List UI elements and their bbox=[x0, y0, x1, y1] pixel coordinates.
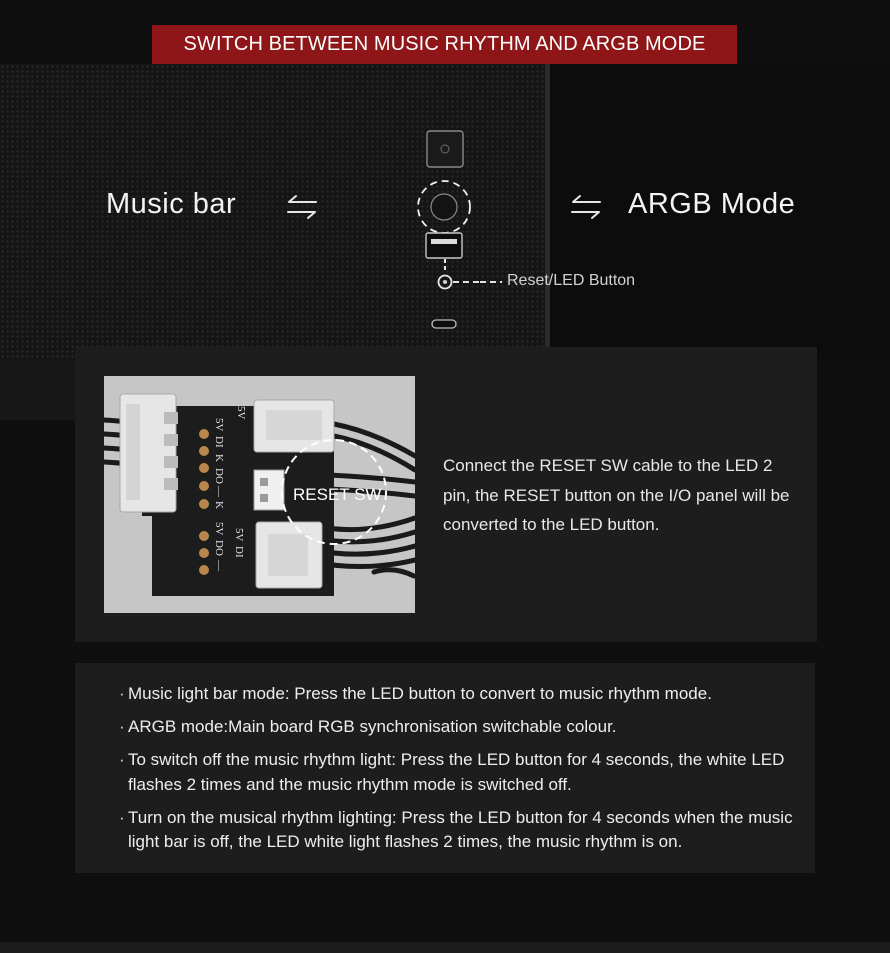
reset-leader-line bbox=[480, 281, 504, 285]
silkscreen-label: DI bbox=[213, 436, 225, 448]
connector-board-photo bbox=[104, 376, 415, 613]
reset-led-pinhole-icon bbox=[439, 276, 452, 289]
argb-mode-label: ARGB Mode bbox=[628, 188, 796, 220]
power-button-icon bbox=[427, 131, 463, 167]
silkscreen-label: 5V bbox=[213, 418, 225, 432]
usb-a-port-icon bbox=[426, 233, 462, 258]
silkscreen-label: K bbox=[213, 454, 225, 462]
silkscreen-label: 5V bbox=[213, 522, 225, 536]
case-lower-strip bbox=[0, 360, 75, 420]
silkscreen-label: — bbox=[213, 560, 225, 571]
list-item: · Turn on the musical rhythm lighting: Press the LED button for 4 seconds when the music light bar is off, the LED white light flashes 2 times, the music rhythm is on. bbox=[119, 806, 799, 855]
swap-arrows-icon bbox=[285, 194, 319, 220]
list-item: · To switch off the music rhythm light: Press the LED button for 4 seconds, the white LED flashes 2 times and the music rhythm mode is switched off. bbox=[119, 748, 799, 797]
silkscreen-label: 5V bbox=[235, 406, 247, 420]
section-banner: SWITCH BETWEEN MUSIC RHYTHM AND ARGB MODE bbox=[152, 25, 737, 64]
silkscreen-label: 5V bbox=[233, 528, 245, 542]
silkscreen-label: DO bbox=[213, 468, 225, 484]
silkscreen-label: DI bbox=[233, 546, 245, 558]
reset-led-button-label: Reset/LED Button bbox=[507, 272, 636, 289]
usb-c-port-icon bbox=[432, 320, 456, 328]
music-bar-mode-label: Music bar bbox=[106, 188, 237, 220]
silkscreen-label: K bbox=[213, 501, 225, 509]
silkscreen-label: DO bbox=[213, 540, 225, 556]
bottom-divider bbox=[0, 942, 890, 953]
list-item: · ARGB mode:Main board RGB synchronisation switchable colour. bbox=[119, 715, 799, 740]
list-item: · Music light bar mode: Press the LED button to convert to music rhythm mode. bbox=[119, 682, 799, 707]
swap-arrows-icon bbox=[569, 194, 603, 220]
silkscreen-label: — bbox=[213, 486, 225, 497]
reset-sw-cable-label: RESET SW bbox=[293, 485, 382, 504]
instructions-list bbox=[119, 682, 799, 863]
io-panel bbox=[410, 125, 480, 345]
reset-led-button-icon bbox=[418, 181, 470, 233]
connector-description: Connect the RESET SW cable to the LED 2 pin, the RESET button on the I/O panel will be converted to the LED button. bbox=[443, 456, 790, 534]
